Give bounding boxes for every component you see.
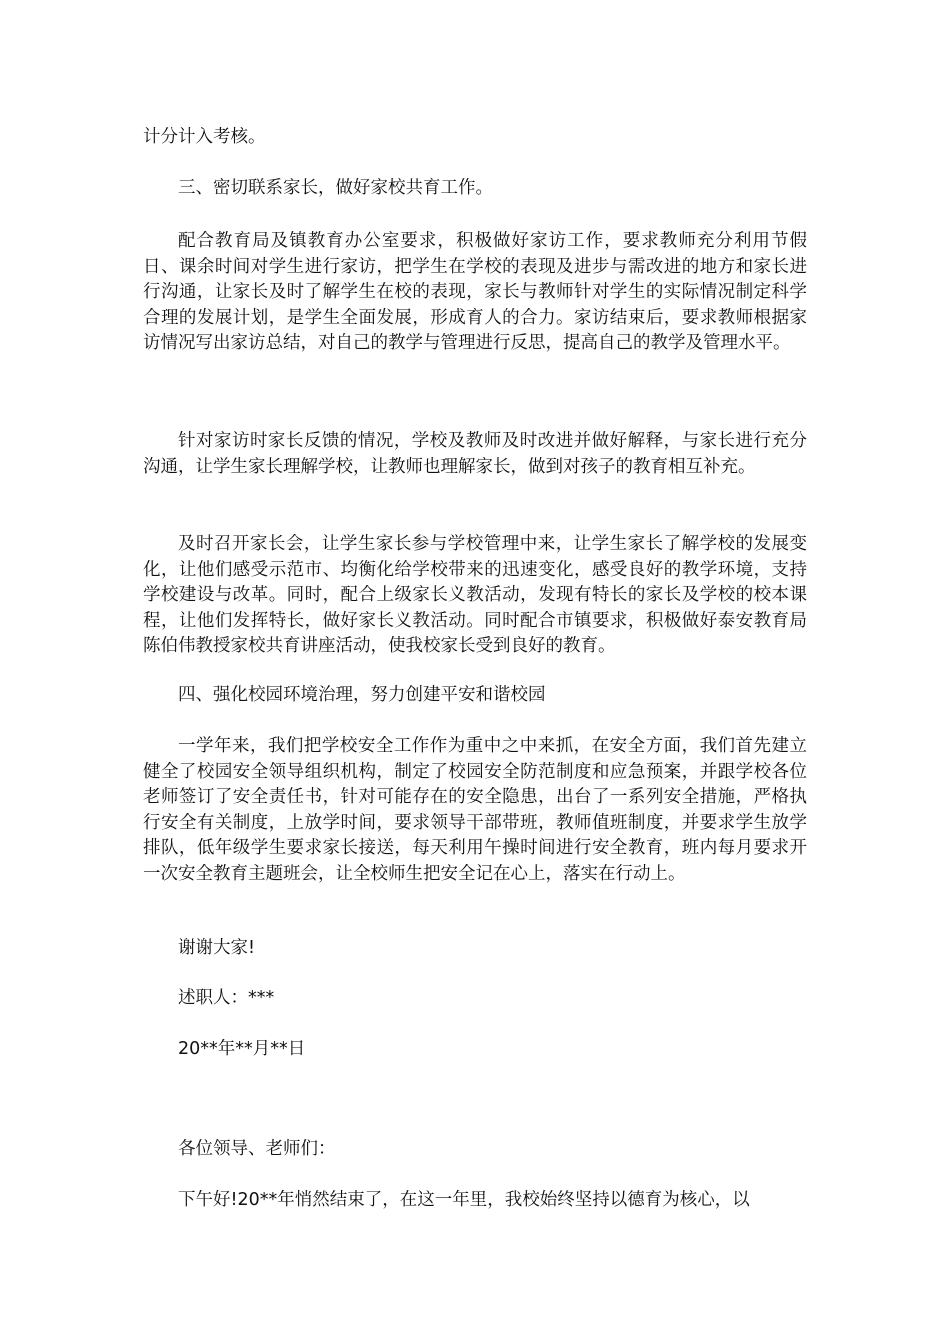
heading-section-3: 三、密切联系家长，做好家校共育工作。 [178,178,493,198]
paragraph-campus-safety: 一学年来，我们把学校安全工作作为重中之中来抓，在安全方面，我们首先建立健全了校园安全领导组织机构，制定了校园安全防范制度和应急预案，并跟学校各位老师签订了安全责任书，针对可能存在的安全隐患，出台了一系列安全措施，严格执行安全有关制度，上放学时间，要求领导干部带班，教师值班制度，并要求学生放学排队，低年级学生要求家长接送，每天利用午操时间进行安全教育，班内每月要求开一次安全教育主题班会，让全校师生把安全记在心上，落实在行动上。 [143,736,807,884]
greeting-salutation: 各位领导、老师们： [178,1139,336,1159]
paragraph-parent-meetings: 及时召开家长会，让学生家长参与学校管理中来，让学生家长了解学校的发展变化，让他们感受示范市、均衡化给学校带来的迅速变化，感受良好的教学环境，支持学校建设与改革。同时，配合上级家长义教活动，发现有特长的家长及学校的校本课程，让他们发挥特长，做好家长义教活动。同时配合市镇要求，积极做好泰安教育局陈伯伟教授家校共育讲座活动，使我校家长受到良好的教育。 [143,534,807,656]
heading-section-4: 四、强化校园环境治理，努力创建平安和谐校园 [178,685,546,705]
reporter-signature: 述职人：*** [178,988,275,1008]
closing-thanks: 谢谢大家! [178,938,256,958]
paragraph-parent-feedback: 针对家访时家长反馈的情况，学校及教师及时改进并做好解释，与家长进行充分沟通，让学生家长理解学校，让教师也理解家长，做到对孩子的教育相互补充。 [143,431,807,477]
report-date: 20**年**月**日 [178,1039,306,1059]
paragraph-exam-scoring: 计分计入考核。 [143,127,266,147]
paragraph-home-visits: 配合教育局及镇教育办公室要求，积极做好家访工作，要求教师充分利用节假日、课余时间对学生进行家访，把学生在学校的表现及进步与需改进的地方和家长进行沟通，让家长及时了解学生在校的表现，家长与教师针对学生的实际情况制定科学合理的发展计划，是学生全面发展，形成育人的合力。家访结束后，要求教师根据家访情况写出家访总结，对自己的教学与管理进行反思，提高自己的教学及管理水平。 [143,231,807,353]
paragraph-opening: 下午好!20**年悄然结束了，在这一年里，我校始终坚持以德育为核心，以 [178,1190,750,1210]
